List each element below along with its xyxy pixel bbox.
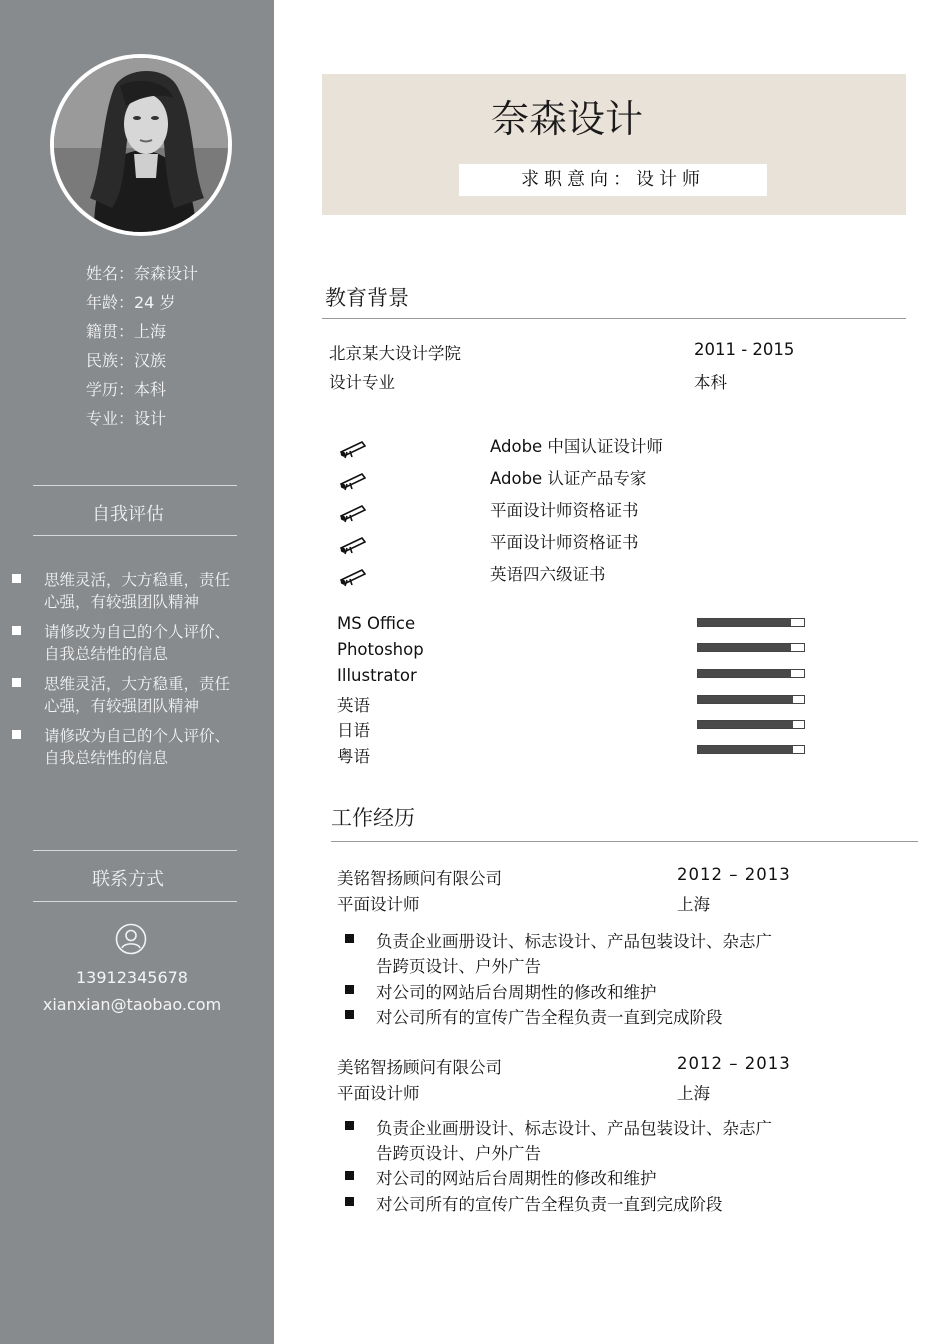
- section-divider: [322, 318, 906, 319]
- evaluation-item: [10, 621, 260, 665]
- divider: [33, 485, 237, 486]
- certificate-item: Adobe 认证产品专家: [490, 469, 647, 488]
- person-circle-icon: [115, 923, 147, 955]
- diploma-icon: [338, 565, 368, 587]
- skill-bar-fill: [698, 746, 793, 753]
- info-origin: 籍贯：上海: [86, 322, 167, 341]
- job-duty: 对公司所有的宣传广告全程负责一直到完成阶段: [376, 1008, 723, 1027]
- job-duty: 负责企业画册设计、标志设计、产品包装设计、杂志广: [376, 1119, 772, 1138]
- self-evaluation-title: 自我评估: [92, 504, 164, 525]
- skill-bar-fill: [698, 644, 791, 651]
- skill-name: 英语: [337, 696, 370, 715]
- job-position: 平面设计师: [337, 1084, 420, 1103]
- skill-bar: [697, 643, 805, 652]
- evaluation-line: 心强，有较强团队精神: [44, 697, 200, 715]
- contact-phone: 13912345678: [76, 968, 188, 987]
- header-banner: [322, 74, 906, 215]
- diploma-icon: [338, 533, 368, 555]
- main-content: [274, 0, 950, 1344]
- square-bullet-icon: [345, 1121, 354, 1130]
- info-education: 学历：本科: [86, 380, 167, 399]
- evaluation-line: 思维灵活，大方稳重，责任: [44, 675, 231, 693]
- evaluation-line: 请修改为自己的个人评价、: [44, 727, 231, 745]
- skill-bar: [697, 618, 805, 627]
- job-duty: 对公司的网站后台周期性的修改和维护: [376, 1169, 657, 1188]
- skill-name: Photoshop: [337, 640, 424, 659]
- job-company: 美铭智扬顾问有限公司: [337, 1058, 502, 1077]
- avatar: [50, 54, 232, 236]
- square-bullet-icon: [12, 574, 21, 583]
- job-duty: 负责企业画册设计、标志设计、产品包装设计、杂志广: [376, 932, 772, 951]
- evaluation-line: 思维灵活，大方稳重，责任: [44, 571, 231, 589]
- sidebar: [0, 0, 274, 1344]
- square-bullet-icon: [345, 934, 354, 943]
- skill-bar: [697, 720, 805, 729]
- education-title: 教育背景: [325, 286, 409, 310]
- job-duty: 对公司所有的宣传广告全程负责一直到完成阶段: [376, 1195, 723, 1214]
- evaluation-item: [10, 725, 260, 769]
- job-city: 上海: [677, 1084, 710, 1103]
- skill-bar: [697, 669, 805, 678]
- info-major: 专业：设计: [86, 409, 167, 428]
- square-bullet-icon: [12, 678, 21, 687]
- square-bullet-icon: [345, 1197, 354, 1206]
- skill-name: 日语: [337, 721, 370, 740]
- certificate-item: Adobe 中国认证设计师: [490, 437, 663, 456]
- evaluation-line: 自我总结性的信息: [44, 749, 169, 767]
- job-city: 上海: [677, 895, 710, 914]
- evaluation-line: 自我总结性的信息: [44, 645, 169, 663]
- contact-email[interactable]: xianxian@taobao.com: [42, 995, 222, 1014]
- education-years: 2011 - 2015: [694, 340, 795, 359]
- evaluation-line: 请修改为自己的个人评价、: [44, 623, 231, 641]
- skill-bar-fill: [698, 670, 791, 677]
- square-bullet-icon: [345, 1010, 354, 1019]
- evaluation-item: [10, 673, 260, 717]
- job-duty: 告跨页设计、户外广告: [376, 1144, 541, 1163]
- skill-bar-fill: [698, 696, 793, 703]
- skill-bar-fill: [698, 619, 791, 626]
- evaluation-line: 心强，有较强团队精神: [44, 593, 200, 611]
- personal-info-list: [86, 259, 198, 433]
- work-title: 工作经历: [331, 806, 415, 830]
- square-bullet-icon: [345, 985, 354, 994]
- certificate-item: 平面设计师资格证书: [490, 533, 639, 552]
- job-company: 美铭智扬顾问有限公司: [337, 869, 502, 888]
- divider: [33, 901, 237, 902]
- divider: [33, 535, 237, 536]
- skill-bar: [697, 745, 805, 754]
- diploma-icon: [338, 469, 368, 491]
- evaluation-item: [10, 569, 260, 613]
- skill-bar-fill: [698, 721, 793, 728]
- contact-title: 联系方式: [92, 869, 164, 890]
- info-age: 年龄：24 岁: [86, 293, 176, 312]
- info-name: 姓名：奈森设计: [86, 264, 199, 283]
- square-bullet-icon: [12, 730, 21, 739]
- education-school: 北京某大设计学院: [329, 344, 461, 363]
- education-degree: 本科: [694, 373, 727, 392]
- certificate-item: 英语四六级证书: [490, 565, 606, 584]
- job-years: 2012 – 2013: [677, 865, 791, 884]
- resume-name: 奈森设计: [490, 97, 643, 141]
- skill-name: MS Office: [337, 614, 416, 633]
- square-bullet-icon: [12, 626, 21, 635]
- skill-name: Illustrator: [337, 666, 417, 685]
- job-years: 2012 – 2013: [677, 1054, 791, 1073]
- diploma-icon: [338, 501, 368, 523]
- info-ethnicity: 民族：汉族: [86, 351, 167, 370]
- self-evaluation-list: [10, 569, 260, 777]
- job-position: 平面设计师: [337, 895, 420, 914]
- job-duty: 对公司的网站后台周期性的修改和维护: [376, 983, 657, 1002]
- certificate-item: 平面设计师资格证书: [490, 501, 639, 520]
- diploma-icon: [338, 437, 368, 459]
- job-intent: 求职意向：设计师: [459, 164, 767, 196]
- divider: [33, 850, 237, 851]
- square-bullet-icon: [345, 1171, 354, 1180]
- skill-name: 粤语: [337, 747, 370, 766]
- portrait-photo: [54, 58, 228, 232]
- skill-bar: [697, 695, 805, 704]
- section-divider: [331, 841, 918, 842]
- job-duty: 告跨页设计、户外广告: [376, 957, 541, 976]
- education-major: 设计专业: [329, 373, 395, 392]
